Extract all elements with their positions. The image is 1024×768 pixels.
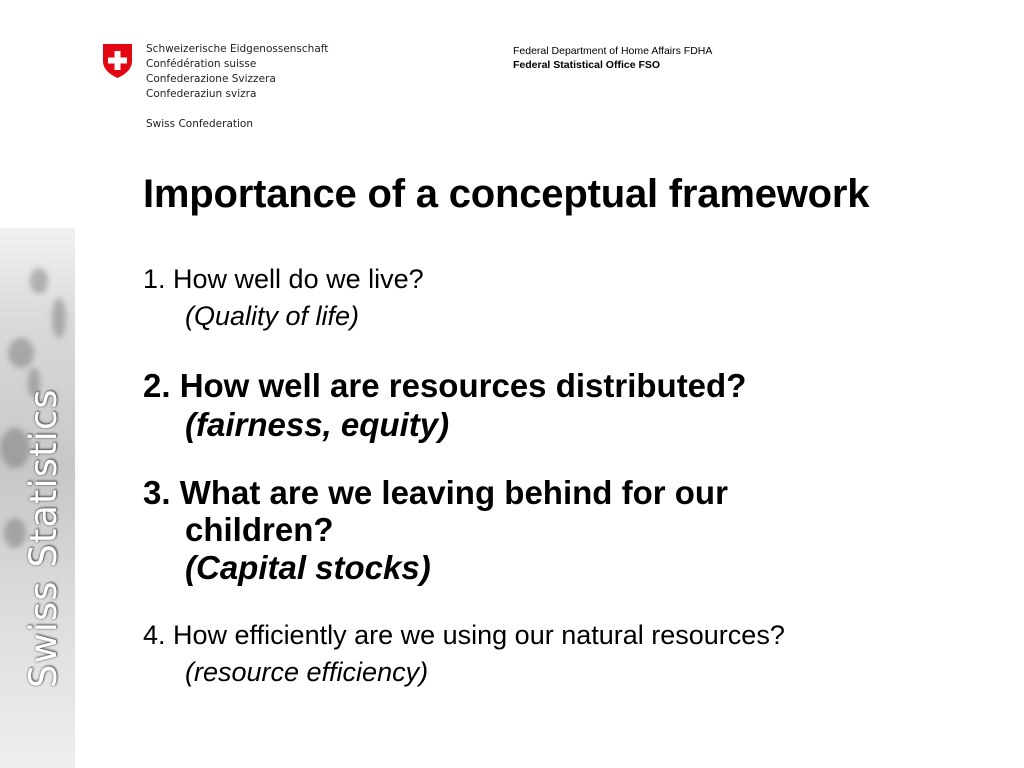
department-block	[513, 44, 712, 72]
wordmark-line: Schweizerische Eidgenossenschaft	[146, 43, 329, 55]
question-note: (Quality of life)	[185, 301, 360, 331]
question-text: 2. How well are resources distributed?	[143, 367, 747, 404]
swiss-confederation-label: Swiss Confederation	[146, 118, 254, 130]
slide-title: Importance of a conceptual framework	[143, 172, 870, 216]
wordmark-line: Confédération suisse	[146, 58, 257, 70]
wordmark-line: Confederazione Svizzera	[146, 73, 276, 85]
question-text: 1. How well do we live?	[143, 264, 424, 294]
department-name: Federal Department of Home Affairs FDHA	[513, 45, 713, 57]
question-text: 3. What are we leaving behind for our	[143, 474, 728, 511]
confederation-wordmark	[146, 42, 328, 132]
question-item	[143, 474, 728, 588]
question-item	[143, 262, 424, 336]
question-text: 4. How efficiently are we using our natural resources?	[143, 620, 785, 650]
sidebar-label: Swiss Statistics	[22, 388, 65, 688]
swiss-flag-icon	[102, 43, 133, 79]
question-item	[143, 367, 746, 445]
question-text-continued: children?	[185, 511, 334, 548]
question-note: (fairness, equity)	[185, 406, 450, 443]
question-item	[143, 618, 785, 692]
sidebar-photo-strip	[0, 228, 75, 768]
question-note: (Capital stocks)	[185, 549, 431, 586]
question-note: (resource efficiency)	[185, 657, 429, 687]
office-name: Federal Statistical Office FSO	[513, 59, 661, 71]
wordmark-line: Confederaziun svizra	[146, 88, 257, 100]
